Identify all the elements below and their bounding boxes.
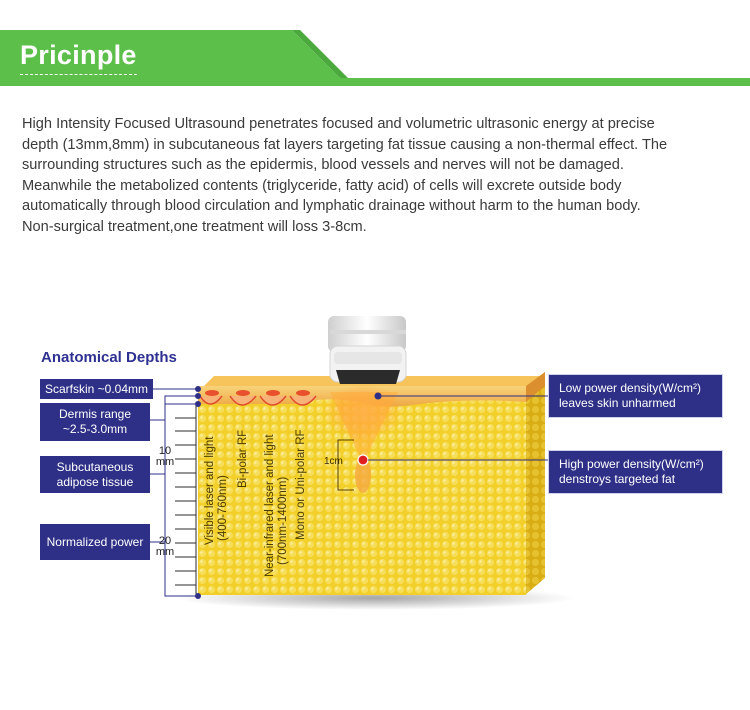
depth-mark-10-unit: mm — [155, 456, 175, 468]
description-line: Non-surgical treatment,one treatment will loss 3-8cm. — [22, 218, 367, 235]
high-power-line1: High power density(W/cm²) — [559, 457, 704, 471]
subcutaneous-label-line1: Subcutaneous — [56, 459, 134, 474]
visible-laser-line1: Visible laser and light — [204, 436, 216, 545]
block-side — [525, 372, 545, 595]
probe-device — [328, 316, 406, 384]
description-line: Meanwhile the metabolized contents (triglyceride, fatty acid) of cells will excrete outside body — [22, 177, 622, 194]
page-title: Pricinple — [20, 40, 137, 75]
dermis-label-line2: ~2.5-3.0mm — [62, 422, 128, 436]
depth-ruler — [175, 404, 196, 596]
bipolar-rf-label: Bi-polar RF — [237, 429, 249, 488]
focal-depth-label: 1cm — [324, 456, 343, 467]
low-power-label — [548, 374, 723, 418]
left-connectors — [150, 389, 198, 596]
dermis-label — [40, 403, 150, 441]
depth-mark-20 — [153, 536, 177, 558]
description-line: depth (13mm,8mm) in subcutaneous fat layers targeting fat tissue causing a non-thermal effect. The — [22, 136, 668, 153]
low-power-line2: leaves skin unharmed — [559, 396, 676, 410]
near-infrared-line2: (700nm-1400nm) — [277, 476, 289, 565]
subcutaneous-label-line2: adipose tissue — [56, 474, 134, 489]
near-infrared-label — [264, 434, 290, 577]
mono-rf-label: Mono or Uni-polar RF — [295, 429, 307, 540]
beam-glow — [323, 384, 403, 440]
description-line: surrounding structures such as the epidermis, blood vessels and nerves will not be damaged. — [22, 157, 624, 174]
scarfskin-label: Scarfskin ~0.04mm — [40, 379, 153, 399]
low-power-line1: Low power density(W/cm²) — [559, 381, 702, 395]
high-power-line2: denstroys targeted fat — [559, 472, 676, 486]
depth-mark-10 — [153, 446, 177, 468]
depth-mark-20-value: 20 — [158, 535, 172, 547]
description-line: High Intensity Focused Ultrasound penetrates focused and volumetric ultrasonic energy at precise — [22, 116, 655, 132]
near-infrared-line1: Near-infrared laser and light — [264, 434, 276, 577]
subcutaneous-label — [40, 456, 150, 493]
anatomical-depths-title: Anatomical Depths — [41, 349, 177, 366]
visible-laser-label — [204, 437, 230, 545]
description-line: automatically through blood circulation and lymphatic drainage without harm to the human body. — [22, 198, 641, 215]
depth-mark-20-unit: mm — [155, 546, 175, 558]
normalized-power-label: Normalized power — [40, 524, 150, 560]
dermis-label-line1: Dermis range — [58, 407, 132, 421]
depth-mark-10-value: 10 — [158, 445, 172, 457]
focal-point — [358, 455, 368, 465]
visible-laser-line2: (400-760nm) — [217, 475, 229, 541]
high-power-label — [548, 450, 723, 494]
